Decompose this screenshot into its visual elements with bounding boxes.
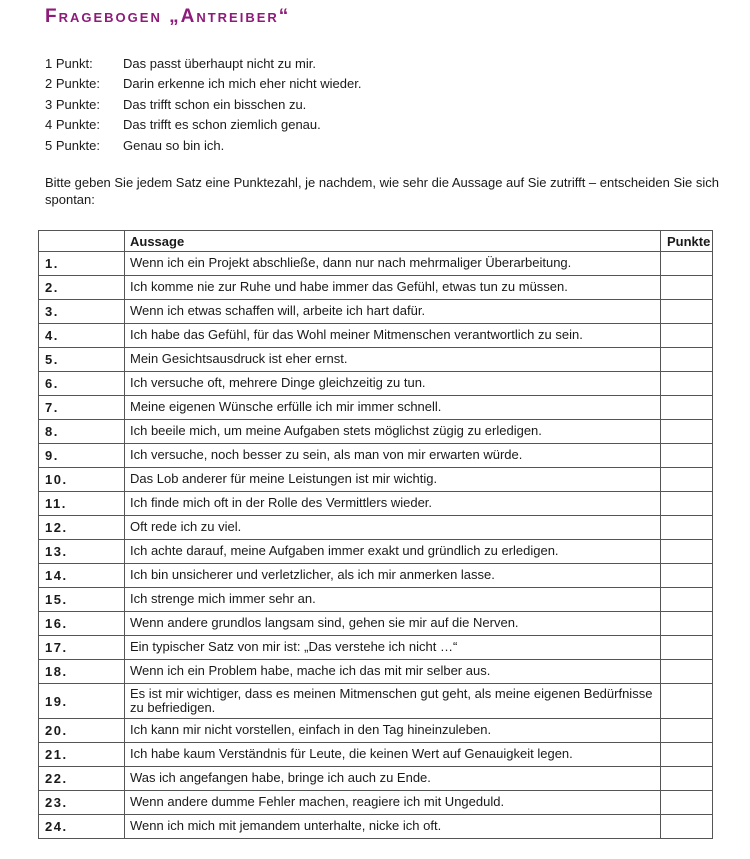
points-cell[interactable]	[661, 468, 713, 492]
row-number: 1.	[39, 252, 125, 276]
table-row	[39, 516, 713, 540]
points-cell[interactable]	[661, 276, 713, 300]
table-row	[39, 468, 713, 492]
row-statement: Ich bin unsicherer und verletzlicher, als ich mir anmerken lasse.	[125, 564, 661, 588]
table-row	[39, 815, 713, 839]
row-number: 6.	[39, 372, 125, 396]
row-number: 20.	[39, 719, 125, 743]
table-header-row	[39, 231, 713, 252]
points-cell[interactable]	[661, 612, 713, 636]
points-cell[interactable]	[661, 372, 713, 396]
row-statement: Ich versuche oft, mehrere Dinge gleichzeitig zu tun.	[125, 372, 661, 396]
scale-item	[45, 54, 361, 74]
table-row	[39, 564, 713, 588]
scale-description: Das trifft schon ein bisschen zu.	[123, 96, 307, 112]
row-statement: Meine eigenen Wünsche erfülle ich mir immer schnell.	[125, 396, 661, 420]
table-row	[39, 767, 713, 791]
row-statement: Wenn ich etwas schaffen will, arbeite ich hart dafür.	[125, 300, 661, 324]
page-title: Fragebogen „Antreiber“	[45, 6, 291, 27]
row-number: 3.	[39, 300, 125, 324]
row-statement: Was ich angefangen habe, bringe ich auch zu Ende.	[125, 767, 661, 791]
table-row	[39, 276, 713, 300]
row-statement: Ich komme nie zur Ruhe und habe immer das Gefühl, etwas tun zu müssen.	[125, 276, 661, 300]
scale-points: 5 Punkte:	[45, 137, 100, 153]
row-statement: Oft rede ich zu viel.	[125, 516, 661, 540]
scale-item	[45, 115, 361, 135]
row-statement: Wenn andere dumme Fehler machen, reagiere ich mit Ungeduld.	[125, 791, 661, 815]
points-cell[interactable]	[661, 420, 713, 444]
table-row	[39, 252, 713, 276]
table-row	[39, 684, 713, 719]
row-number: 10.	[39, 468, 125, 492]
row-number: 24.	[39, 815, 125, 839]
scale-item	[45, 95, 361, 115]
row-number: 7.	[39, 396, 125, 420]
scale-points: 1 Punkt:	[45, 56, 93, 71]
row-number: 21.	[39, 743, 125, 767]
row-number: 23.	[39, 791, 125, 815]
row-number: 19.	[39, 684, 125, 719]
points-cell[interactable]	[661, 564, 713, 588]
points-cell[interactable]	[661, 540, 713, 564]
scale-item	[45, 74, 361, 94]
row-statement: Mein Gesichtsausdruck ist eher ernst.	[125, 348, 661, 372]
row-number: 9.	[39, 444, 125, 468]
table-row	[39, 300, 713, 324]
table-row	[39, 540, 713, 564]
points-cell[interactable]	[661, 300, 713, 324]
table-row	[39, 791, 713, 815]
scale-description: Das trifft es schon ziemlich genau.	[123, 117, 321, 133]
points-cell[interactable]	[661, 588, 713, 612]
row-statement: Wenn ich mich mit jemandem unterhalte, nicke ich oft.	[125, 815, 661, 839]
row-number: 5.	[39, 348, 125, 372]
table-row	[39, 444, 713, 468]
row-number: 12.	[39, 516, 125, 540]
table-row	[39, 420, 713, 444]
scale-description: Genau so bin ich.	[123, 137, 225, 153]
scale-points: 3 Punkte:	[45, 96, 100, 112]
table-row	[39, 612, 713, 636]
row-number: 11.	[39, 492, 125, 516]
row-statement: Es ist mir wichtiger, dass es meinen Mitmenschen gut geht, als meine eigenen Bedürfnisse zu befriedigen.	[125, 684, 661, 719]
points-cell[interactable]	[661, 636, 713, 660]
row-statement: Ich finde mich oft in der Rolle des Vermittlers wieder.	[125, 492, 661, 516]
row-number: 22.	[39, 767, 125, 791]
row-number: 8.	[39, 420, 125, 444]
points-cell[interactable]	[661, 516, 713, 540]
points-cell[interactable]	[661, 719, 713, 743]
row-number: 16.	[39, 612, 125, 636]
row-statement: Ich strenge mich immer sehr an.	[125, 588, 661, 612]
points-cell[interactable]	[661, 743, 713, 767]
points-cell[interactable]	[661, 348, 713, 372]
table-row	[39, 396, 713, 420]
scale-points: 4 Punkte:	[45, 117, 100, 133]
table-row	[39, 743, 713, 767]
row-statement: Wenn ich ein Projekt abschließe, dann nur nach mehrmaliger Überarbeitung.	[125, 252, 661, 276]
row-number: 17.	[39, 636, 125, 660]
row-statement: Ich habe kaum Verständnis für Leute, die keinen Wert auf Genauigkeit legen.	[125, 743, 661, 767]
points-cell[interactable]	[661, 444, 713, 468]
questionnaire-table	[38, 230, 713, 839]
row-number: 13.	[39, 540, 125, 564]
points-cell[interactable]	[661, 396, 713, 420]
table-row	[39, 348, 713, 372]
row-statement: Ich versuche, noch besser zu sein, als man von mir erwarten würde.	[125, 444, 661, 468]
row-statement: Ich habe das Gefühl, für das Wohl meiner Mitmenschen verantwortlich zu sein.	[125, 324, 661, 348]
row-statement: Wenn andere grundlos langsam sind, gehen sie mir auf die Nerven.	[125, 612, 661, 636]
row-statement: Das Lob anderer für meine Leistungen ist mir wichtig.	[125, 468, 661, 492]
scale-points: 2 Punkte:	[45, 76, 100, 92]
scale-item	[45, 136, 361, 156]
scale-description: Darin erkenne ich mich eher nicht wieder.	[123, 76, 362, 92]
table-row	[39, 636, 713, 660]
points-cell[interactable]	[661, 252, 713, 276]
header-points: Punkte	[661, 231, 713, 252]
header-statement: Aussage	[125, 231, 661, 252]
table-row	[39, 588, 713, 612]
points-cell[interactable]	[661, 684, 713, 719]
row-statement: Ich beeile mich, um meine Aufgaben stets möglichst zügig zu erledigen.	[125, 420, 661, 444]
table-row	[39, 372, 713, 396]
points-cell[interactable]	[661, 815, 713, 839]
row-number: 4.	[39, 324, 125, 348]
points-cell[interactable]	[661, 791, 713, 815]
table-row	[39, 324, 713, 348]
rating-scale	[45, 54, 361, 156]
header-number	[39, 231, 125, 252]
scale-description: Das passt überhaupt nicht zu mir.	[123, 56, 316, 71]
table-row	[39, 492, 713, 516]
row-statement: Ein typischer Satz von mir ist: „Das verstehe ich nicht …“	[125, 636, 661, 660]
row-number: 15.	[39, 588, 125, 612]
instructions-text: Bitte geben Sie jedem Satz eine Punktezahl, je nachdem, wie sehr die Aussage auf Sie zutrifft – entscheiden Sie sich spontan:	[45, 175, 720, 207]
points-cell[interactable]	[661, 492, 713, 516]
table-row	[39, 719, 713, 743]
row-number: 2.	[39, 276, 125, 300]
points-cell[interactable]	[661, 767, 713, 791]
row-number: 14.	[39, 564, 125, 588]
row-statement: Wenn ich ein Problem habe, mache ich das mit mir selber aus.	[125, 660, 661, 684]
row-number: 18.	[39, 660, 125, 684]
points-cell[interactable]	[661, 660, 713, 684]
points-cell[interactable]	[661, 324, 713, 348]
table-row	[39, 660, 713, 684]
row-statement: Ich kann mir nicht vorstellen, einfach in den Tag hineinzuleben.	[125, 719, 661, 743]
row-statement: Ich achte darauf, meine Aufgaben immer exakt und gründlich zu erledigen.	[125, 540, 661, 564]
